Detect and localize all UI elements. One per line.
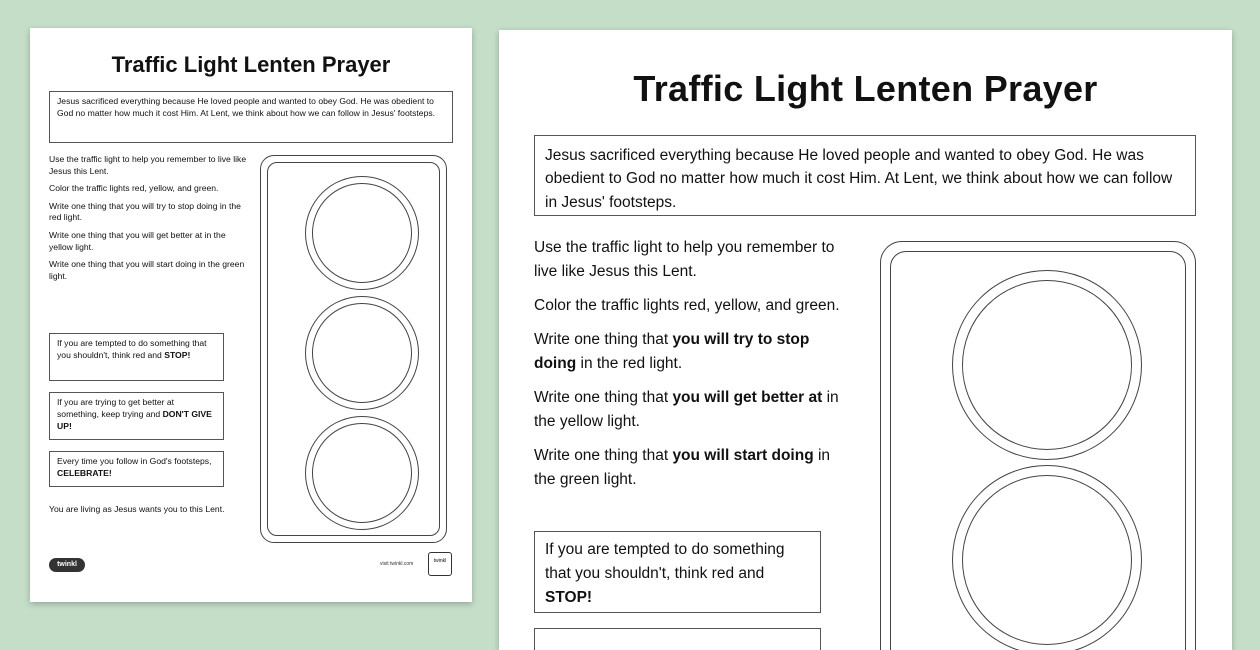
red-light-inner-ring — [312, 183, 412, 283]
instruction-red-post: in the red light. — [49, 200, 241, 223]
traffic-light-housing — [267, 162, 440, 536]
note-keep-trying-bold: DON'T GIVE UP! — [57, 409, 212, 432]
intro-box: Jesus sacrificed everything because He loved people and wanted to obey God. He was obedient to God no matter how much it cost Him. At Lent, we think about how we can follow in Jesus' footsteps. — [534, 135, 1196, 216]
instruction-green-bold: you will start doing — [125, 259, 197, 270]
note-stop-bold: STOP! — [164, 350, 191, 361]
note-stop — [534, 531, 821, 613]
instruction-color: Color the traffic lights red, yellow, and green. — [49, 183, 219, 194]
note-stop-bold: STOP! — [545, 589, 593, 607]
instruction-red-post: in the red light. — [576, 355, 683, 373]
instruction-red-pre: Write one thing that — [49, 200, 126, 211]
brand-logo: twinkl — [49, 558, 85, 572]
red-light-inner-ring — [962, 280, 1132, 450]
instruction-red-bold: you will try to stop doing — [125, 200, 218, 211]
brand-url: visit twinkl.com — [380, 561, 414, 567]
note-stop-text: If you are tempted to do something that you shouldn't, think red and — [545, 541, 785, 583]
traffic-light — [880, 241, 1196, 650]
brand-badge: twinkl — [428, 552, 452, 576]
instruction-use-light: Use the traffic light to help you remember to live like Jesus this Lent. — [49, 154, 247, 176]
instruction-use-light: Use the traffic light to help you remember to live like Jesus this Lent. — [534, 239, 835, 281]
note-celebrate-bold: CELEBRATE! — [57, 468, 112, 479]
instruction-yellow-post: in the yellow light. — [534, 389, 839, 431]
page-title: Traffic Light Lenten Prayer — [111, 52, 391, 77]
note-celebrate — [49, 451, 224, 487]
instruction-green-bold: you will start doing — [672, 447, 814, 465]
instruction-yellow — [534, 386, 844, 434]
instruction-yellow-bold: you will get better at — [125, 229, 203, 240]
instruction-green-post: in the green light. — [534, 447, 831, 489]
instruction-red — [534, 328, 844, 376]
instructions — [49, 154, 249, 288]
note-keep-trying-text: If you are trying to get better at something, keep trying and — [57, 397, 175, 420]
red-light-circle — [305, 176, 419, 290]
instructions — [534, 236, 844, 502]
note-stop-text: If you are tempted to do something that you shouldn't, think red and — [57, 338, 207, 361]
note-keep-trying — [49, 392, 224, 440]
instruction-red — [49, 201, 249, 224]
instruction-green-pre: Write one thing that — [49, 259, 126, 270]
red-light-circle — [952, 270, 1142, 460]
instruction-color: Color the traffic lights red, yellow, and green. — [534, 297, 840, 315]
yellow-light-circle — [305, 296, 419, 410]
closing-text: You are living as Jesus wants you to this Lent. — [49, 504, 225, 514]
instruction-yellow-pre: Write one thing that — [49, 229, 126, 240]
instruction-green-pre: Write one thing that — [534, 447, 673, 465]
green-light-inner-ring — [312, 423, 412, 523]
worksheet-zoomed — [499, 30, 1232, 650]
note-stop — [49, 333, 224, 381]
note-keep-trying — [534, 628, 821, 650]
instruction-yellow-pre: Write one thing that — [534, 389, 673, 407]
worksheet-thumbnail — [30, 28, 472, 602]
instruction-red-pre: Write one thing that — [534, 331, 673, 349]
instruction-yellow-post: in the yellow light. — [49, 229, 226, 252]
instruction-red-bold: you will try to stop doing — [534, 331, 810, 373]
instruction-yellow — [49, 230, 249, 253]
instruction-green — [534, 444, 844, 492]
page-title: Traffic Light Lenten Prayer — [633, 68, 1098, 109]
yellow-light-circle — [952, 465, 1142, 650]
instruction-yellow-bold: you will get better at — [672, 389, 823, 407]
instruction-green — [49, 259, 249, 282]
instruction-green-post: in the green light. — [49, 259, 245, 281]
intro-box: Jesus sacrificed everything because He loved people and wanted to obey God. He was obedient to God no matter how much it cost Him. At Lent, we think about how we can follow in Jesus' footsteps. — [49, 91, 453, 143]
traffic-light — [260, 155, 447, 543]
traffic-light-housing — [890, 251, 1186, 650]
note-celebrate-text: Every time you follow in God's footsteps, — [57, 456, 212, 466]
green-light-circle — [305, 416, 419, 530]
yellow-light-inner-ring — [962, 475, 1132, 645]
yellow-light-inner-ring — [312, 303, 412, 403]
